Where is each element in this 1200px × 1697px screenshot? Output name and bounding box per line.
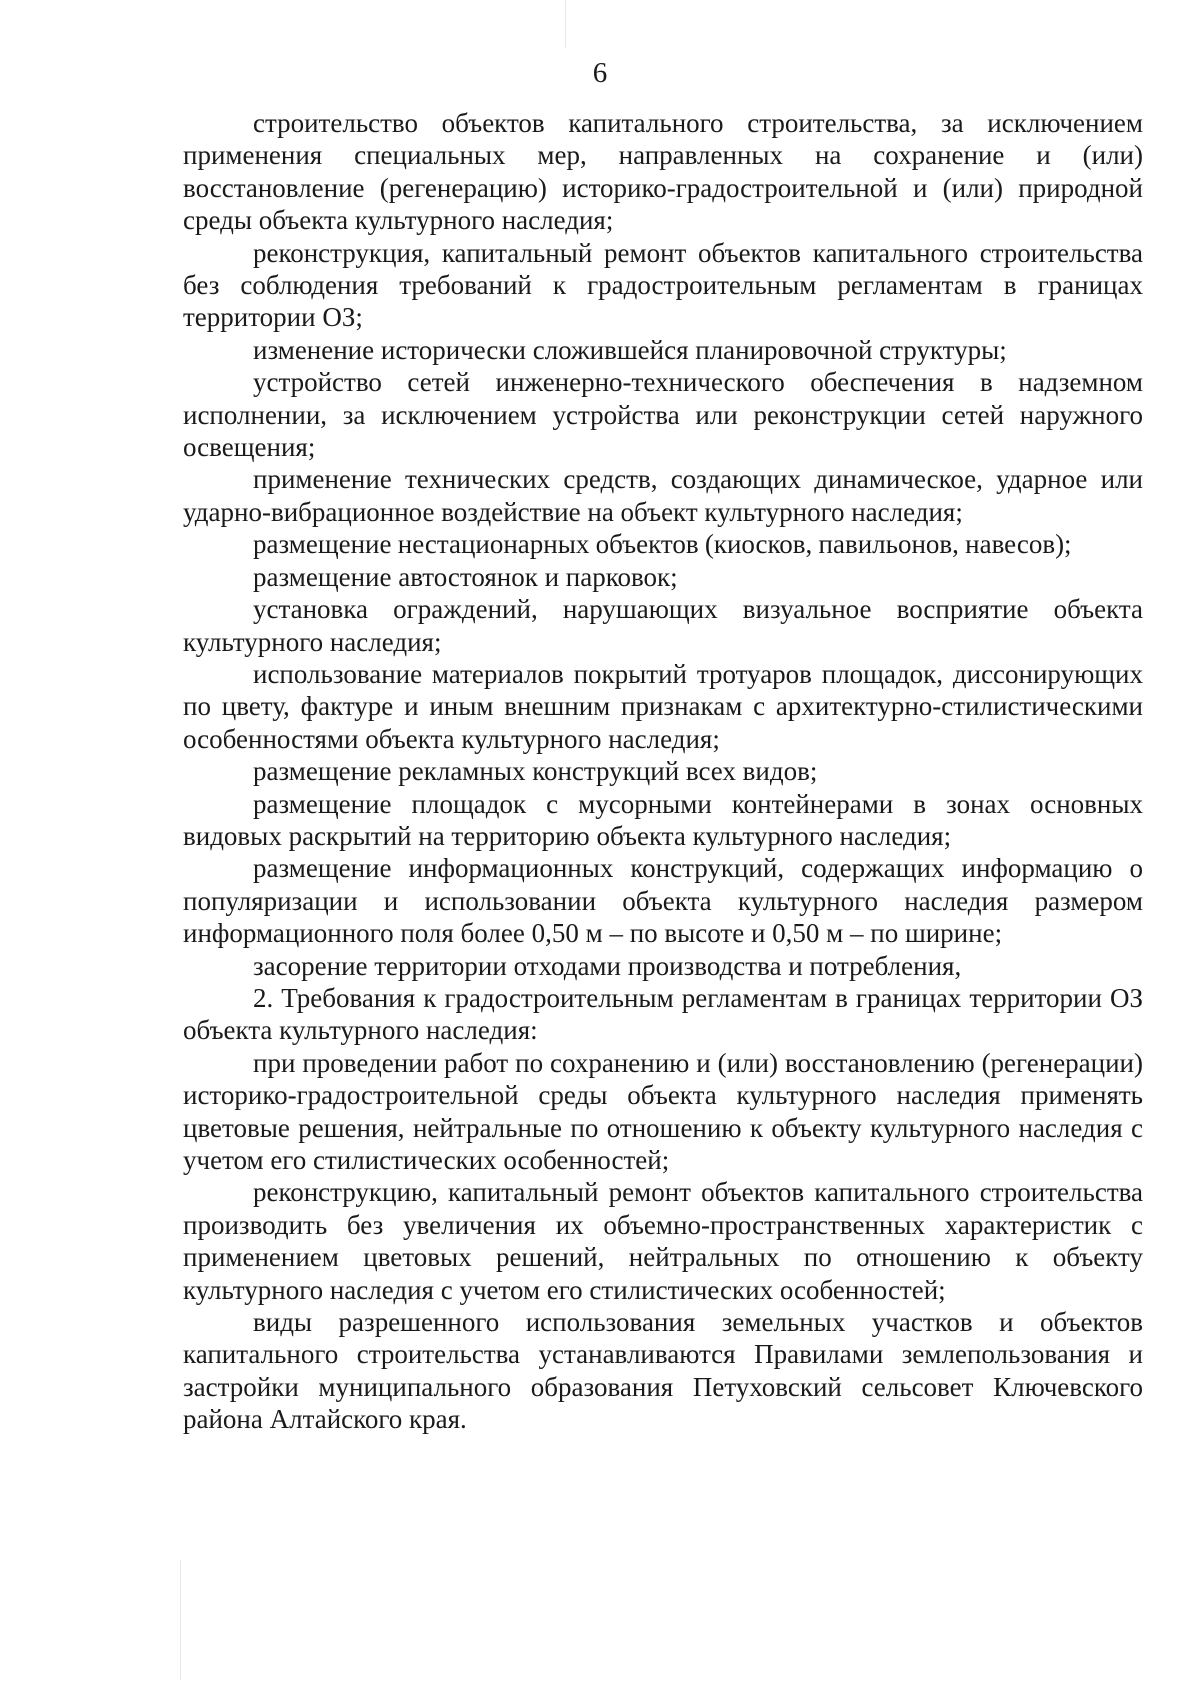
paragraph: размещение информационных конструкций, содержащих информацию о популяризации и использовании объекта культурного наследия размером информационного поля более 0,50 м – по высоте и 0,50 м – по ширине; <box>183 853 1143 949</box>
page-number: 6 <box>592 57 608 89</box>
paragraph: размещение рекламных конструкций всех видов; <box>253 756 818 787</box>
paragraph: при проведении работ по сохранению и (или) восстановлению (регенерации) историко-градостроительной среды объекта культурного наследия применять цветовые решения, нейтральные по отношению к объекту культурного наследия с учетом его стилистических особенностей; <box>183 1047 1143 1175</box>
scan-artifact-line <box>180 1560 181 1680</box>
paragraph: реконструкцию, капитальный ремонт объектов капитального строительства производить без увеличения их объемно-пространственных характеристик с применением цветовых решений, нейтральных по отношению к объекту культурного наследия с учетом его стилистических особенностей; <box>183 1177 1143 1305</box>
paragraph: виды разрешенного использования земельных участков и объектов капитального строительства устанавливаются Правилами землепользования и застройки муниципального образования Петуховский сельсовет Ключевского района Алтайского края. <box>183 1307 1143 1435</box>
scan-artifact-line <box>565 0 566 48</box>
section-heading: 2. Требования к градостроительным регламентам в границах территории ОЗ объекта культурного наследия: <box>183 982 1143 1046</box>
paragraph: применение технических средств, создающих динамическое, ударное или ударно-вибрационное воздействие на объект культурного наследия; <box>183 464 1143 527</box>
document-body <box>183 107 1143 1436</box>
paragraph: размещение площадок с мусорными контейнерами в зонах основных видовых раскрытий на территорию объекта культурного наследия; <box>183 788 1143 851</box>
paragraph: засорение территории отходами производства и потребления, <box>253 950 962 981</box>
paragraph: устройство сетей инженерно-технического обеспечения в надземном исполнении, за исключением устройства или реконструкции сетей наружного освещения; <box>183 367 1143 463</box>
paragraph: размещение автостоянок и парковок; <box>253 561 678 592</box>
paragraph: реконструкция, капитальный ремонт объектов капитального строительства без соблюдения требований к градостроительным регламентам в границах территории ОЗ; <box>183 237 1143 333</box>
paragraph: размещение нестационарных объектов (киосков, павильонов, навесов); <box>253 529 1072 560</box>
paragraph: установка ограждений, нарушающих визуальное восприятие объекта культурного наследия; <box>183 594 1143 657</box>
paragraph: изменение исторически сложившейся планировочной структуры; <box>253 334 1007 365</box>
paragraph: строительство объектов капитального строительства, за исключением применения специальных мер, направленных на сохранение и (или) восстановление (регенерацию) историко-градостроительной и (или) природной среды объекта культурного наследия; <box>183 108 1143 236</box>
paragraph: использование материалов покрытий тротуаров площадок, диссонирующих по цвету, фактуре и иным внешним признакам с архитектурно-стилистическими особенностями объекта культурного наследия; <box>183 658 1143 754</box>
